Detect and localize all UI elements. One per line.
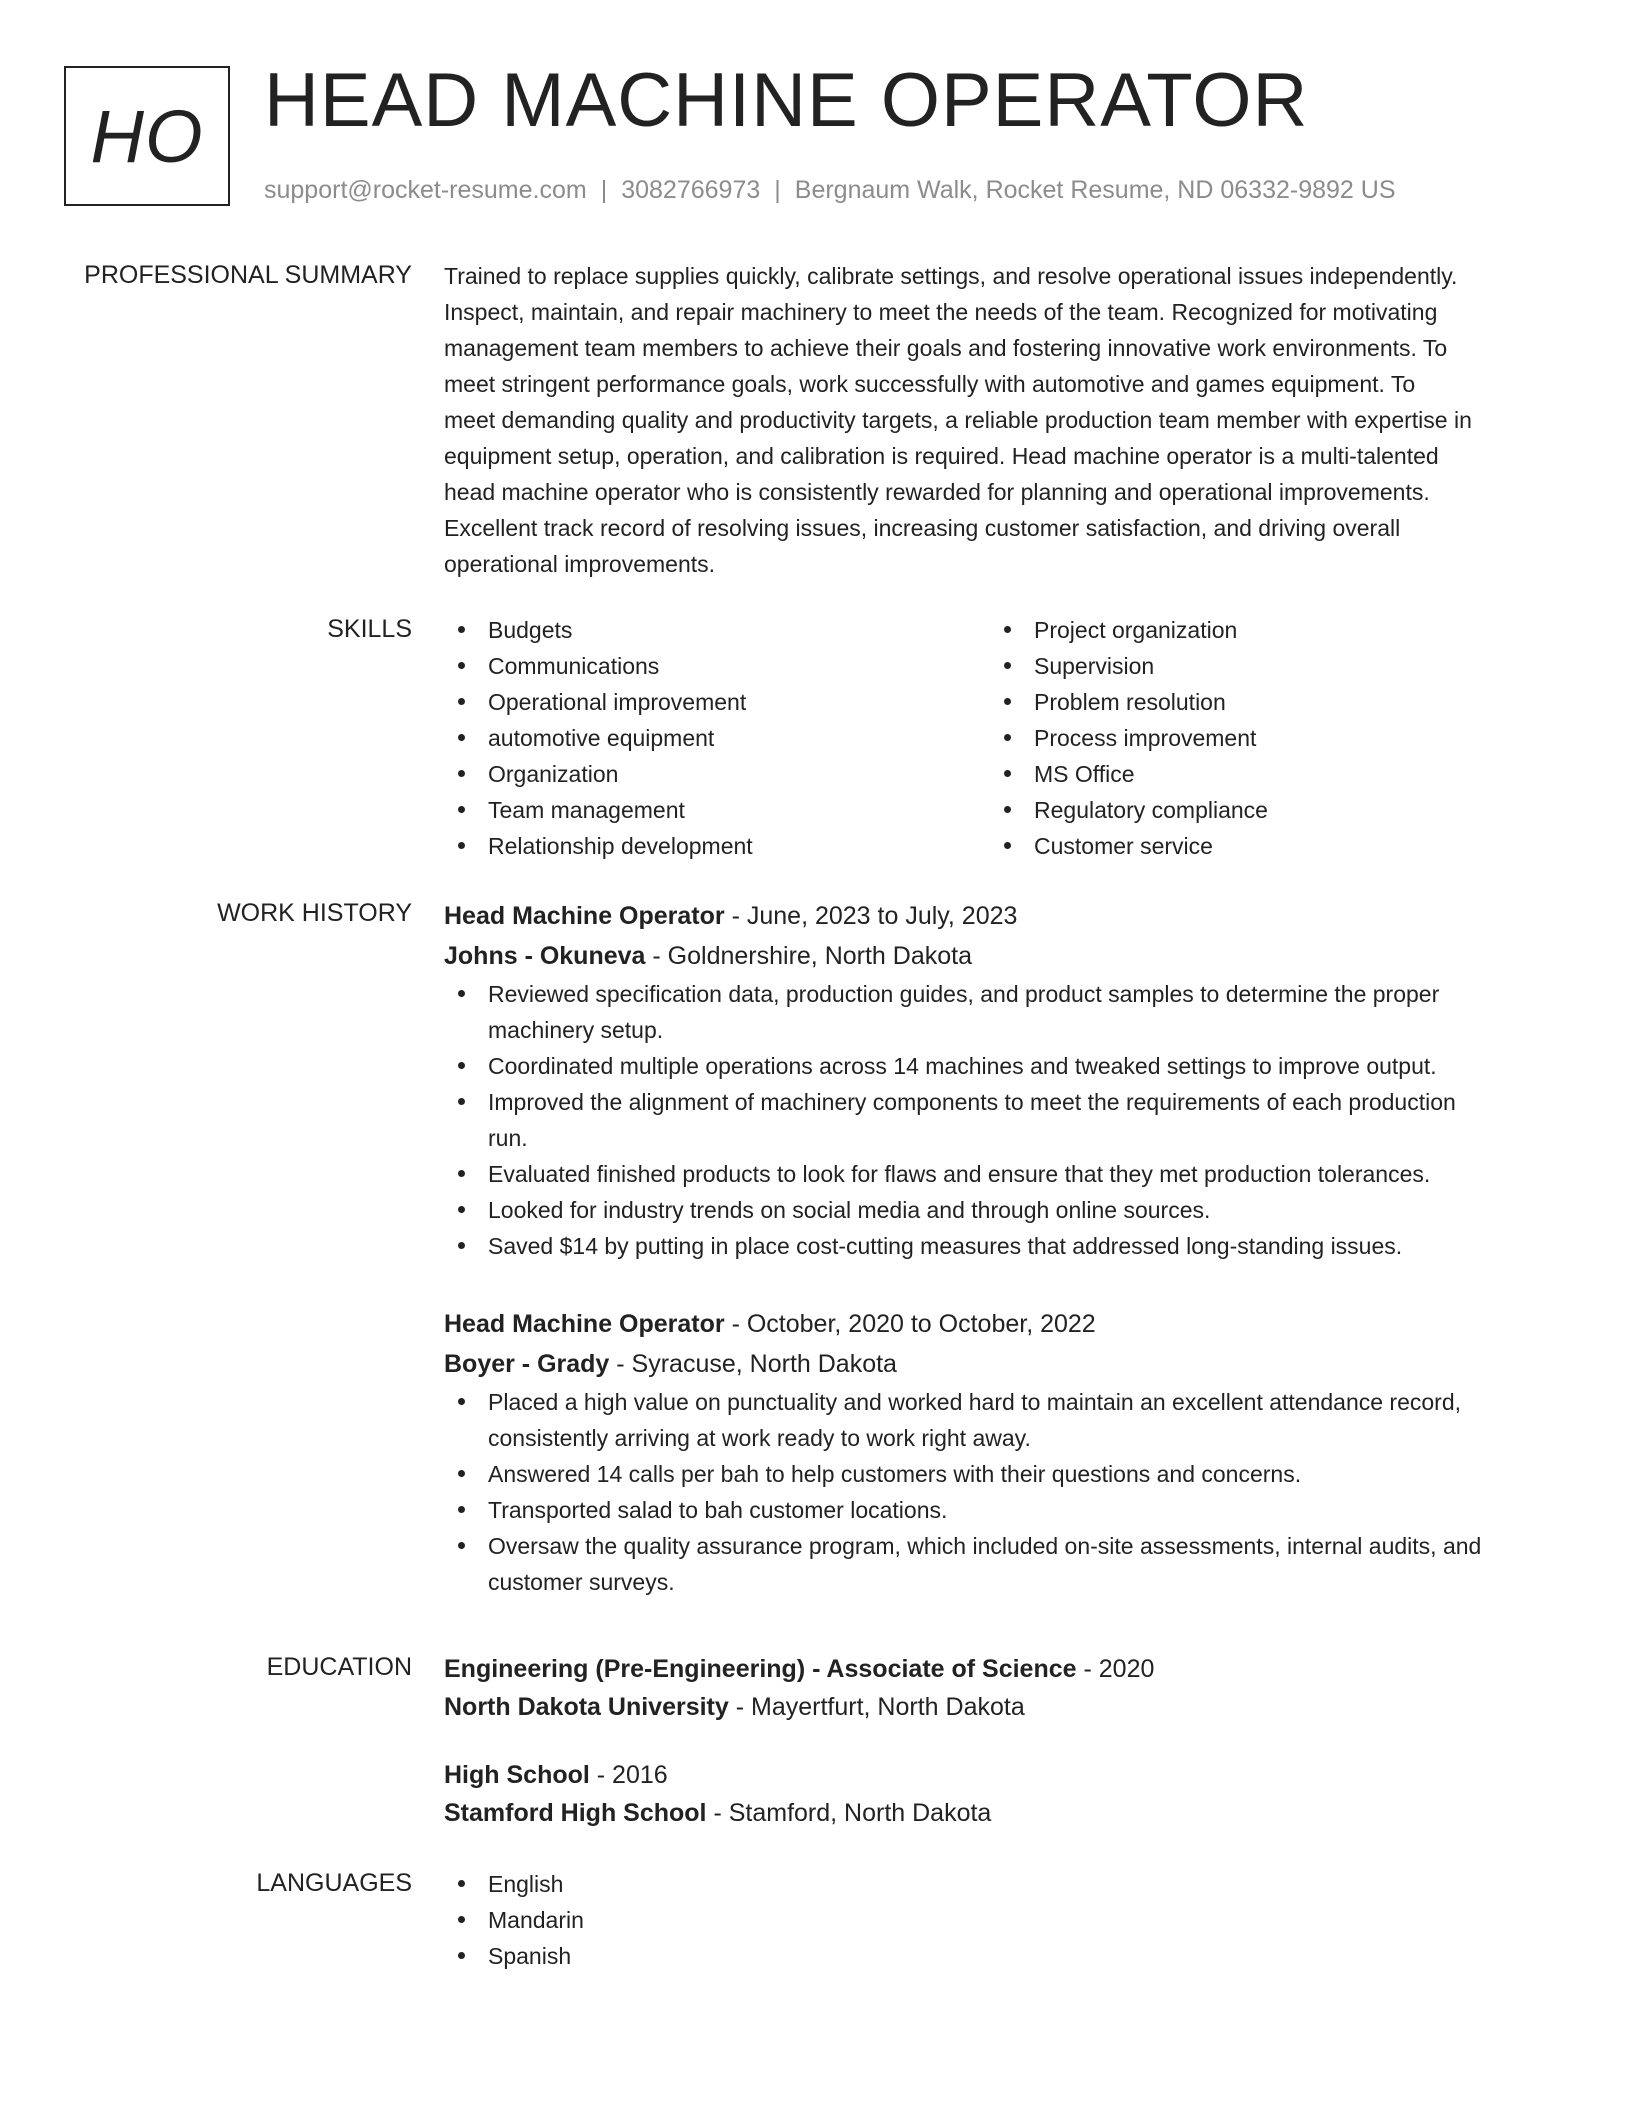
- skill-item-text: Team management: [488, 797, 685, 823]
- bullet-dot: [1004, 662, 1011, 669]
- education-year: - 2016: [589, 1761, 668, 1789]
- monogram-box: [64, 66, 230, 206]
- education-degree-line: [444, 1650, 1564, 1688]
- languages-body: [444, 1866, 1564, 1974]
- job-company-line: [444, 936, 1564, 976]
- skill-item-text: Supervision: [1034, 653, 1155, 679]
- skill-item: [990, 648, 1536, 684]
- bullet-dot: [1004, 770, 1011, 777]
- education-body: [444, 1650, 1564, 1832]
- skill-item-text: automotive equipment: [488, 725, 715, 751]
- bullet-dot: [458, 1506, 465, 1513]
- job-bullet-text: machinery setup.: [488, 1017, 664, 1043]
- education-location: - Mayertfurt, North Dakota: [728, 1693, 1025, 1721]
- skill-item-text: Project organization: [1034, 617, 1238, 643]
- language-item-text: English: [488, 1871, 564, 1897]
- language-item: [444, 1938, 1564, 1974]
- job-bullet: [444, 1456, 1564, 1492]
- job-bullet-text: Looked for industry trends on social media and through online sources.: [488, 1197, 1211, 1223]
- skill-item: [990, 828, 1536, 864]
- skill-item: [444, 792, 990, 828]
- summary-line: meet demanding quality and productivity targets, a reliable production team member with expertise in: [444, 407, 1472, 433]
- bullet-dot: [458, 626, 465, 633]
- skill-item-text: Organization: [488, 761, 619, 787]
- skill-item-text: Communications: [488, 653, 660, 679]
- bullet-dot: [458, 1398, 465, 1405]
- job-bullet-text: Oversaw the quality assurance program, which included on-site assessments, internal audits, and: [488, 1533, 1482, 1559]
- job-title: Head Machine Operator: [444, 902, 725, 930]
- skill-item: [990, 684, 1536, 720]
- skill-item: [990, 612, 1536, 648]
- job-dates: - October, 2020 to October, 2022: [724, 1310, 1096, 1338]
- bullet-dot: [458, 1916, 465, 1923]
- bullet-dot: [458, 1880, 465, 1887]
- bullet-dot: [458, 1242, 465, 1249]
- job-location: - Goldnershire, North Dakota: [645, 942, 972, 970]
- job-title: Head Machine Operator: [444, 1310, 725, 1338]
- job-bullet: [444, 1192, 1564, 1228]
- skill-item: [444, 612, 990, 648]
- skill-item: [444, 756, 990, 792]
- job-location: - Syracuse, North Dakota: [609, 1350, 897, 1378]
- job-bullet-text: run.: [488, 1125, 528, 1151]
- section-label-summary: PROFESSIONAL SUMMARY: [84, 261, 412, 289]
- job-bullet: [444, 976, 1564, 1048]
- bullet-dot: [458, 1098, 465, 1105]
- bullet-dot: [458, 1470, 465, 1477]
- education-entry: [444, 1650, 1564, 1726]
- job-bullet: [444, 1528, 1564, 1600]
- candidate-name: HEAD MACHINE OPERATOR: [264, 58, 1309, 143]
- job-title-line: [444, 896, 1564, 936]
- skill-item: [990, 792, 1536, 828]
- summary-line: management team members to achieve their goals and fostering innovative work environments. To: [444, 335, 1448, 361]
- summary-line: Trained to replace supplies quickly, calibrate settings, and resolve operational issues independently.: [444, 263, 1458, 289]
- job-bullet: [444, 1084, 1564, 1156]
- job-title-line: [444, 1304, 1564, 1344]
- skill-item: [444, 648, 990, 684]
- job-bullet-text: Reviewed specification data, production guides, and product samples to determine the proper: [488, 981, 1440, 1007]
- skill-item: [444, 720, 990, 756]
- job-bullet: [444, 1228, 1564, 1264]
- bullet-dot: [458, 1952, 465, 1959]
- skill-item-text: MS Office: [1034, 761, 1135, 787]
- section-label-work: WORK HISTORY: [217, 899, 412, 927]
- skill-item-text: Regulatory compliance: [1034, 797, 1268, 823]
- summary-body: [444, 258, 1564, 582]
- bullet-dot: [458, 770, 465, 777]
- work-history-body: [444, 896, 1564, 1600]
- bullet-dot: [458, 1170, 465, 1177]
- job-bullet-text: Answered 14 calls per bah to help customers with their questions and concerns.: [488, 1461, 1302, 1487]
- skills-column-left: [444, 612, 990, 864]
- skill-item-text: Relationship development: [488, 833, 753, 859]
- skills-column-right: [990, 612, 1536, 864]
- education-school: North Dakota University: [444, 1693, 729, 1721]
- skill-item-text: Problem resolution: [1034, 689, 1226, 715]
- job-bullets: [444, 1384, 1564, 1600]
- summary-line: equipment setup, operation, and calibration is required. Head machine operator is a multi-talented: [444, 443, 1439, 469]
- bullet-dot: [458, 734, 465, 741]
- education-school-line: [444, 1688, 1564, 1726]
- bullet-dot: [458, 806, 465, 813]
- education-school: Stamford High School: [444, 1799, 707, 1827]
- job-entry: [444, 1304, 1564, 1600]
- job-bullet-text: Evaluated finished products to look for flaws and ensure that they met production tolerances.: [488, 1161, 1431, 1187]
- language-item: [444, 1902, 1564, 1938]
- section-label-languages: LANGUAGES: [256, 1869, 412, 1897]
- skill-item: [990, 756, 1536, 792]
- job-company-line: [444, 1344, 1564, 1384]
- bullet-dot: [458, 1542, 465, 1549]
- bullet-dot: [458, 1206, 465, 1213]
- bullet-dot: [458, 842, 465, 849]
- language-item: [444, 1866, 1564, 1902]
- education-school-line: [444, 1794, 1564, 1832]
- summary-line: head machine operator who is consistently rewarded for planning and operational improvements.: [444, 479, 1430, 505]
- bullet-dot: [1004, 734, 1011, 741]
- education-degree: Engineering (Pre-Engineering) - Associate of Science: [444, 1655, 1077, 1683]
- monogram-text: HO: [90, 94, 204, 178]
- language-item-text: Mandarin: [488, 1907, 584, 1933]
- skill-item-text: Operational improvement: [488, 689, 747, 715]
- bullet-dot: [458, 698, 465, 705]
- skill-item: [990, 720, 1536, 756]
- section-label-education: EDUCATION: [266, 1653, 412, 1681]
- summary-text: [444, 258, 1564, 582]
- job-bullet-text: consistently arriving at work ready to work right away.: [488, 1425, 1031, 1451]
- skill-item-text: Budgets: [488, 617, 573, 643]
- bullet-dot: [1004, 842, 1011, 849]
- contact-separator: |: [600, 176, 608, 204]
- bullet-dot: [1004, 698, 1011, 705]
- bullet-dot: [458, 990, 465, 997]
- education-degree-line: [444, 1756, 1564, 1794]
- contact-address: Bergnaum Walk, Rocket Resume, ND 06332-9892 US: [794, 176, 1396, 204]
- job-dates: - June, 2023 to July, 2023: [724, 902, 1018, 930]
- job-bullet: [444, 1492, 1564, 1528]
- job-company: Boyer - Grady: [444, 1350, 610, 1378]
- job-bullet: [444, 1384, 1564, 1456]
- job-bullet: [444, 1048, 1564, 1084]
- job-bullet-text: Coordinated multiple operations across 14 machines and tweaked settings to improve output.: [488, 1053, 1437, 1079]
- job-bullet-text: Improved the alignment of machinery components to meet the requirements of each production: [488, 1089, 1456, 1115]
- skill-item-text: Customer service: [1034, 833, 1213, 859]
- bullet-dot: [458, 1062, 465, 1069]
- skills-body: [444, 612, 1564, 864]
- education-entry: [444, 1756, 1564, 1832]
- contact-separator: |: [774, 176, 781, 204]
- job-bullet-text: Placed a high value on punctuality and worked hard to maintain an excellent attendance record,: [488, 1389, 1462, 1415]
- bullet-dot: [1004, 806, 1011, 813]
- job-bullet: [444, 1156, 1564, 1192]
- bullet-dot: [1004, 626, 1011, 633]
- education-year: - 2020: [1076, 1655, 1155, 1683]
- job-bullets: [444, 976, 1564, 1264]
- job-bullet-text: Saved $14 by putting in place cost-cutting measures that addressed long-standing issues.: [488, 1233, 1403, 1259]
- language-item-text: Spanish: [488, 1943, 572, 1969]
- education-location: - Stamford, North Dakota: [706, 1799, 992, 1827]
- summary-line: meet stringent performance goals, work successfully with automotive and games equipment. To: [444, 371, 1416, 397]
- contact-phone[interactable]: 3082766973: [621, 176, 761, 204]
- job-bullet-text: Transported salad to bah customer locations.: [488, 1497, 948, 1523]
- skill-item: [444, 684, 990, 720]
- summary-line: Excellent track record of resolving issues, increasing customer satisfaction, and driving overall: [444, 515, 1401, 541]
- section-label-skills: SKILLS: [327, 615, 412, 643]
- contact-line: [264, 174, 1396, 206]
- bullet-dot: [458, 662, 465, 669]
- skill-item-text: Process improvement: [1034, 725, 1257, 751]
- summary-line: operational improvements.: [444, 551, 716, 577]
- skill-item: [444, 828, 990, 864]
- job-company: Johns - Okuneva: [444, 942, 646, 970]
- contact-email[interactable]: support@rocket-resume.com: [264, 176, 587, 204]
- job-entry: [444, 896, 1564, 1264]
- summary-line: Inspect, maintain, and repair machinery to meet the needs of the team. Recognized for motivating: [444, 299, 1438, 325]
- education-degree: High School: [444, 1761, 590, 1789]
- job-bullet-text: customer surveys.: [488, 1569, 675, 1595]
